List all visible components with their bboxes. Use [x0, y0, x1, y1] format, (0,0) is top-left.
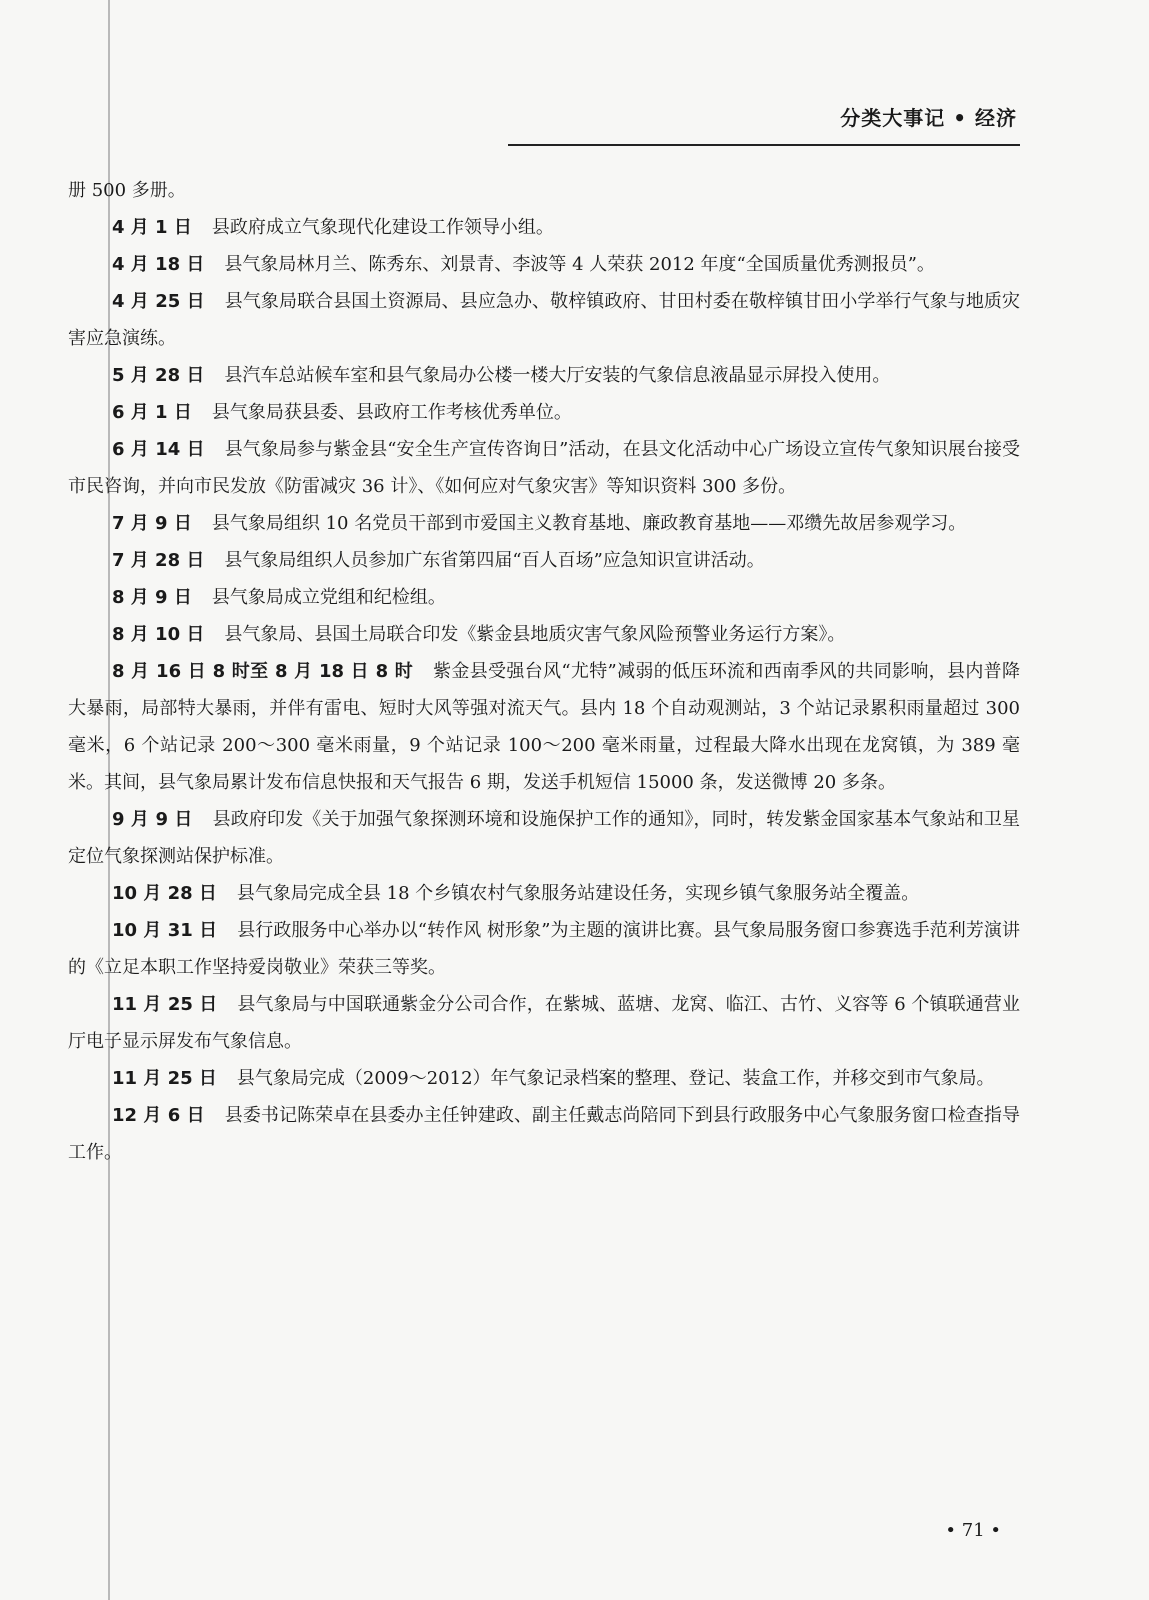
page-number: • 71 •	[945, 1520, 1001, 1541]
entry-date: 5 月 28 日	[112, 365, 205, 386]
entry-text: 县气象局林月兰、陈秀东、刘景青、李波等 4 人荣获 2012 年度“全国质量优秀测报员”。	[224, 254, 935, 275]
entry-date: 8 月 10 日	[112, 624, 205, 645]
entry	[68, 394, 1020, 431]
entry-text: 县行政服务中心举办以“转作风 树形象”为主题的演讲比赛。县气象局服务窗口参赛选手范利芳演讲的《立足本职工作坚持爱岗敬业》荣获三等奖。	[68, 920, 1020, 978]
entry-text: 县气象局参与紫金县“安全生产宣传咨询日”活动，在县文化活动中心广场设立宣传气象知识展台接受市民咨询，并向市民发放《防雷减灾 36 计》、《如何应对气象灾害》等知识资料 300 多份。	[68, 439, 1020, 497]
entry-date: 8 月 9 日	[112, 587, 192, 608]
entry	[68, 875, 1020, 912]
running-head: 分类大事记 • 经济	[840, 106, 1017, 130]
header-rule	[508, 144, 1020, 146]
entry-text: 县政府印发《关于加强气象探测环境和设施保护工作的通知》，同时，转发紫金国家基本气象站和卫星定位气象探测站保护标准。	[68, 809, 1020, 867]
entry	[68, 912, 1020, 986]
entry-date: 10 月 31 日	[112, 920, 218, 941]
entry-date: 4 月 18 日	[112, 254, 205, 275]
entry-date: 11 月 25 日	[112, 1068, 217, 1089]
entry-text: 县气象局与中国联通紫金分公司合作，在紫城、蓝塘、龙窝、临江、古竹、义容等 6 个镇联通营业厅电子显示屏发布气象信息。	[68, 994, 1020, 1052]
entry-text: 县气象局、县国土局联合印发《紫金县地质灾害气象风险预警业务运行方案》。	[224, 624, 846, 645]
entry	[68, 986, 1020, 1060]
entry-text: 紫金县受强台风“尤特”减弱的低压环流和西南季风的共同影响，县内普降大暴雨，局部特大暴雨，并伴有雷电、短时大风等强对流天气。县内 18 个自动观测站，3 个站记录累积雨量超过 300 毫米，6 个站记录 200～300 毫米雨量，9 个站记录 100～200 毫米雨量，过程最大降水出现在龙窝镇，为 389 毫米。其间，县气象局累计发布信息快报和天气报告 6 期，发送手机短信 15000 条，发送微博 20 多条。	[68, 661, 1020, 793]
entry-text: 县委书记陈荣卓在县委办主任钟建政、副主任戴志尚陪同下到县行政服务中心气象服务窗口检查指导工作。	[68, 1105, 1021, 1163]
entry-date: 11 月 25 日	[112, 994, 218, 1015]
entry-date: 4 月 1 日	[112, 217, 192, 238]
entry-text: 县气象局完成全县 18 个乡镇农村气象服务站建设任务，实现乡镇气象服务站全覆盖。	[236, 883, 920, 904]
entry	[68, 357, 1020, 394]
entry-date: 7 月 9 日	[112, 513, 192, 534]
entry-date: 10 月 28 日	[112, 883, 217, 904]
entry-text: 县政府成立气象现代化建设工作领导小组。	[211, 217, 554, 238]
entry-date: 12 月 6 日	[112, 1105, 205, 1126]
entry-text: 县气象局完成（2009～2012）年气象记录档案的整理、登记、装盒工作，并移交到市气象局。	[236, 1068, 995, 1089]
entry-text: 县气象局获县委、县政府工作考核优秀单位。	[211, 402, 572, 423]
entry	[68, 653, 1020, 801]
entry	[68, 579, 1020, 616]
entry-text: 县汽车总站候车室和县气象局办公楼一楼大厅安装的气象信息液晶显示屏投入使用。	[224, 365, 891, 386]
entry	[68, 542, 1020, 579]
entry-text: 县气象局组织 10 名党员干部到市爱国主义教育基地、廉政教育基地——邓缵先故居参观学习。	[211, 513, 967, 534]
entry	[68, 209, 1020, 246]
entry-text: 县气象局成立党组和纪检组。	[211, 587, 446, 608]
entry	[68, 283, 1020, 357]
entry-date: 7 月 28 日	[112, 550, 205, 571]
entry-date: 8 月 16 日 8 时至 8 月 18 日 8 时	[112, 661, 414, 682]
entry	[68, 431, 1020, 505]
continuation-text: 册 500 多册。	[68, 180, 186, 201]
entry	[68, 616, 1020, 653]
entry	[68, 505, 1020, 542]
entry-date: 9 月 9 日	[112, 809, 193, 830]
entry-date: 6 月 1 日	[112, 402, 192, 423]
entry	[68, 246, 1020, 283]
entry	[68, 1097, 1020, 1171]
entry	[68, 801, 1020, 875]
entry-date: 6 月 14 日	[112, 439, 205, 460]
body-text	[68, 172, 1020, 1171]
entry-text: 县气象局联合县国土资源局、县应急办、敬梓镇政府、甘田村委在敬梓镇甘田小学举行气象与地质灾害应急演练。	[68, 291, 1021, 349]
entry	[68, 1060, 1020, 1097]
entry-text: 县气象局组织人员参加广东省第四届“百人百场”应急知识宣讲活动。	[224, 550, 765, 571]
entry-date: 4 月 25 日	[112, 291, 205, 312]
